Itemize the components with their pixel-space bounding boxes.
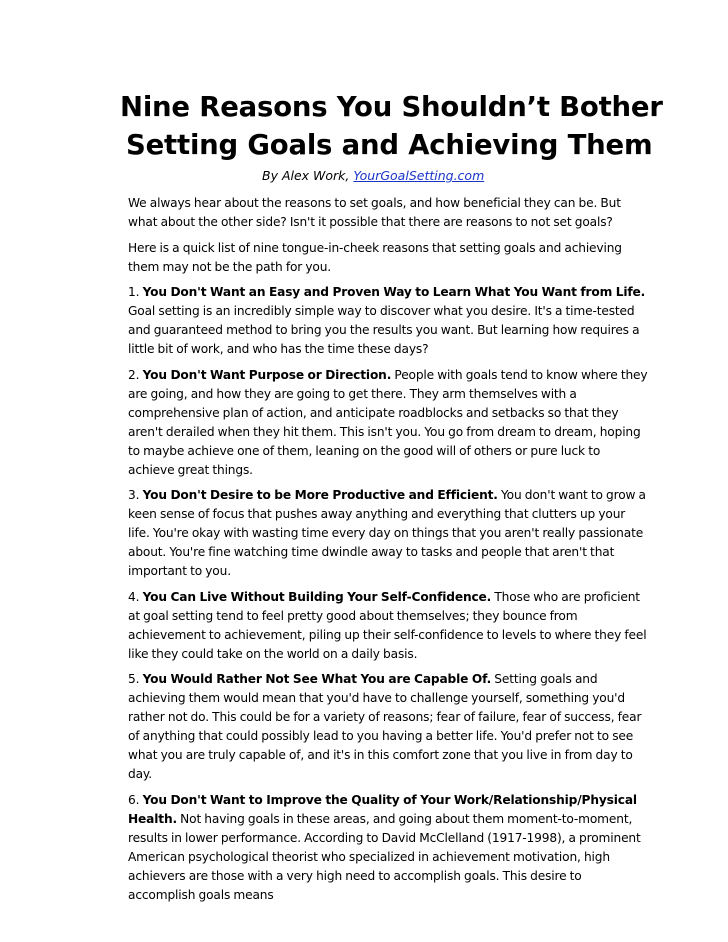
reason-2-text: People with goals tend to know where they are going, and how they are going to get there. They arm themselves with a comprehensive plan of action, and anticipate roadblocks and setbacks so that they aren't derailed when they hit them. This isn't you. You go from dream to dream, hoping to maybe achieve one of them, leaning on the good will of others or pure luck to achieve great things. (128, 367, 648, 477)
byline-author: By Alex Work, (262, 168, 354, 183)
byline (262, 167, 484, 185)
reason-4-paragraph (128, 588, 648, 664)
reason-3-paragraph (128, 486, 648, 581)
website-link[interactable]: YourGoalSetting.com (353, 168, 485, 183)
reason-6-heading: You Don't Want to Improve the Quality of Your Work/Relationship/Physical Health. (128, 792, 637, 826)
reason-2-number: 2. (128, 367, 143, 382)
reason-6-text: Not having goals in these areas, and going about them moment-to-moment, results in lower performance. According to David McClelland (1917-1998), a prominent American psychological theorist who specialized in achievement motivation, high achievers are those with a very high need to accomplish goals. This desire to accomplish goals means (128, 811, 641, 902)
intro-paragraph-1: We always hear about the reasons to set goals, and how beneficial they can be. But what about the other side? Isn't it possible that there are reasons to not set goals? (128, 196, 621, 229)
reason-6-paragraph (128, 791, 648, 905)
reason-3-heading: You Don't Desire to be More Productive and Efficient. (142, 488, 498, 502)
title-line-1: Nine Reasons You Shouldn’t Bother (120, 91, 663, 123)
reason-4-text: Those who are proficient at goal setting tend to feel pretty good about themselves; they bounce from achievement to achievement, piling up their self-confidence to levels to where they feel like they could take on the world on a daily basis. (128, 589, 647, 661)
reason-5-text: Setting goals and achieving them would mean that you'd have to challenge yourself, something you'd rather not do. This could be for a variety of reasons; fear of failure, fear of success, fear of anything that could possibly lead to you having a better life. You'd prefer not to see what you are truly capable of, and it's in this comfort zone that you live in from day to day. (128, 672, 642, 781)
reason-5-paragraph (128, 670, 648, 784)
document-title (120, 88, 700, 164)
reason-1-heading: You Don't Want an Easy and Proven Way to Learn What You Want from Life. (142, 285, 646, 299)
reason-3-number: 3. (128, 488, 143, 502)
reason-3-text: You don't want to grow a keen sense of focus that pushes away anything and everything that clutters up your life. You're okay with wasting time every day on things that you aren't really passionate about. You're fine watching time dwindle away to tasks and people that aren't that important to you. (128, 488, 646, 578)
reason-5-heading: You Would Rather Not See What You are Capable Of. (142, 672, 492, 686)
reason-1-paragraph (128, 283, 648, 359)
reason-4-heading: You Can Live Without Building Your Self-Confidence. (142, 589, 492, 604)
reason-6-number: 6. (128, 792, 143, 807)
reason-2-heading: You Don't Want Purpose or Direction. (142, 367, 392, 382)
title-line-2: Setting Goals and Achieving Them (126, 129, 653, 161)
intro-paragraph-2: Here is a quick list of nine tongue-in-cheek reasons that setting goals and achieving them may not be the path for you. (128, 240, 622, 274)
reason-2-paragraph (128, 366, 648, 480)
reason-4-number: 4. (128, 589, 143, 604)
reason-1-number: 1. (128, 285, 143, 299)
reason-5-number: 5. (128, 672, 143, 686)
reason-1-text: Goal setting is an incredibly simple way to discover what you desire. It's a time-tested and guaranteed method to bring you the results you want. But learning how requires a little bit of work, and who has the time these days? (128, 304, 640, 356)
document-body (128, 194, 648, 911)
